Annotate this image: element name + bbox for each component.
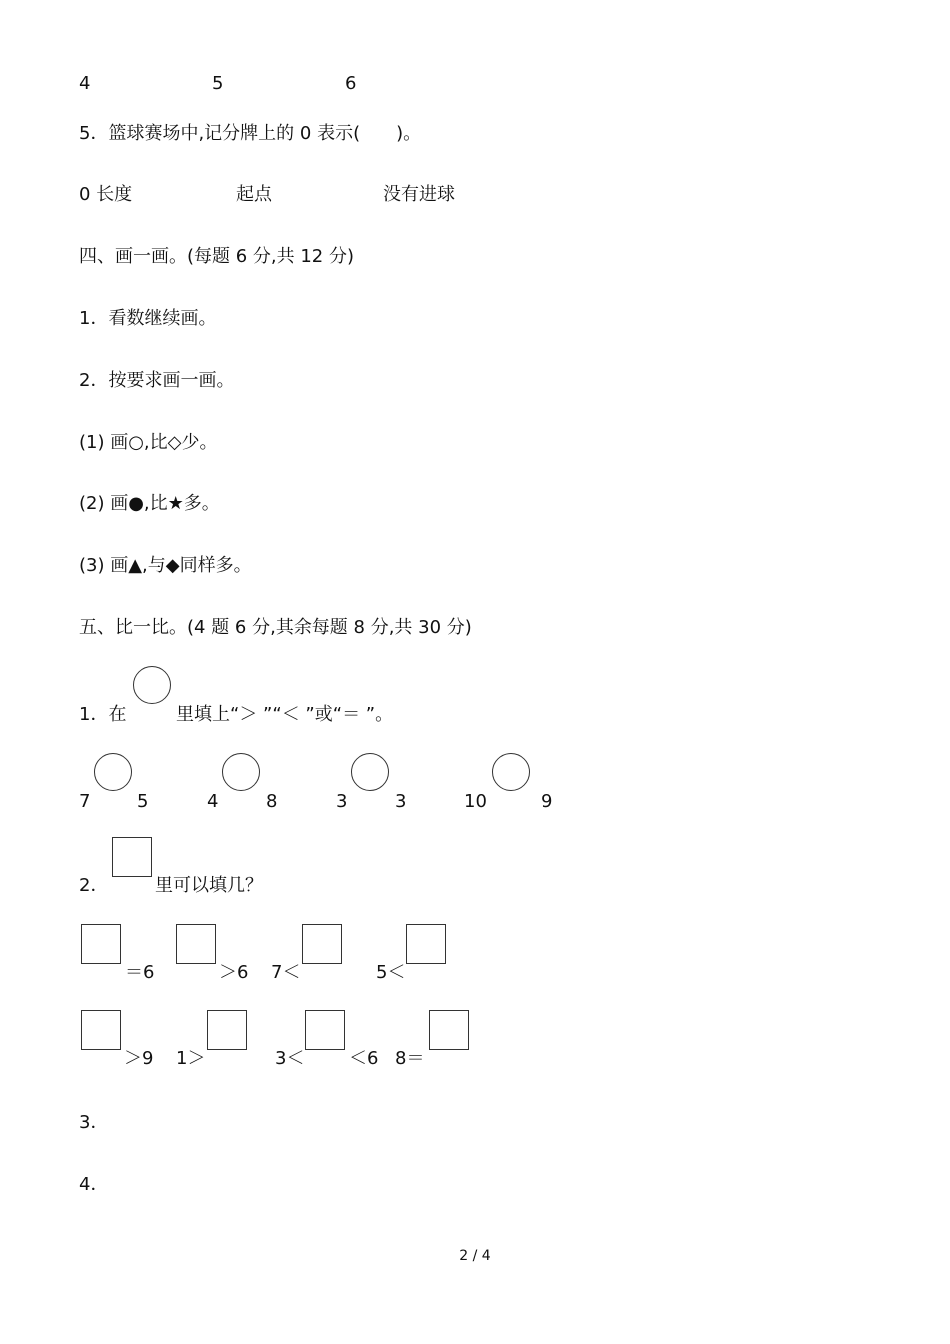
fill-box-7[interactable] [305, 1010, 345, 1050]
q5-option-a: 0 长度 [79, 184, 133, 205]
s4-sub-1: (1) 画○,比◇少。 [79, 432, 218, 453]
fill-box-2[interactable] [176, 924, 216, 964]
compare-left-1: 7 [79, 791, 91, 812]
section-4-title: 四、画一画。(每题 6 分,共 12 分) [79, 246, 355, 267]
fill-text-6: 1＞ [176, 1048, 206, 1069]
s5-question-3: 3． [79, 1112, 109, 1133]
fill-box-5[interactable] [81, 1010, 121, 1050]
compare-left-4: 10 [464, 791, 487, 812]
s5-q2-suffix: 里可以填几？ [155, 875, 263, 896]
fill-text-8: ＜6 [349, 1048, 379, 1069]
s4-question-1: 1．看数继续画。 [79, 308, 217, 329]
fill-text-1: ＝6 [125, 962, 155, 983]
fill-box-4[interactable] [406, 924, 446, 964]
answer-circle-example [133, 666, 171, 704]
compare-left-2: 4 [207, 791, 219, 812]
fill-text-3: 7＜ [271, 962, 301, 983]
option-6: 6 [345, 73, 357, 94]
fill-text-9: 8＝ [395, 1048, 425, 1069]
compare-right-2: 8 [266, 791, 278, 812]
fill-text-2: ＞6 [219, 962, 249, 983]
section-5-title: 五、比一比。(4 题 6 分,其余每题 8 分,共 30 分) [79, 617, 472, 638]
s4-question-2: 2．按要求画一画。 [79, 370, 235, 391]
q5-option-b: 起点 [236, 184, 272, 205]
q5-option-c: 没有进球 [383, 184, 455, 205]
fill-box-8[interactable] [429, 1010, 469, 1050]
option-4: 4 [79, 73, 91, 94]
fill-text-5: ＞9 [124, 1048, 154, 1069]
compare-right-3: 3 [395, 791, 407, 812]
compare-left-3: 3 [336, 791, 348, 812]
answer-box-example [112, 837, 152, 877]
s5-q1-suffix: 里填上“＞ ”“＜ ”或“＝ ”。 [176, 704, 394, 725]
fill-box-1[interactable] [81, 924, 121, 964]
question-5: 5．篮球赛场中,记分牌上的 0 表示( )。 [79, 123, 422, 144]
s4-sub-3: (3) 画▲,与◆同样多。 [79, 555, 252, 576]
compare-circle-2[interactable] [222, 753, 260, 791]
s5-q2-prefix: 2． [79, 875, 109, 896]
s5-question-4: 4． [79, 1174, 109, 1195]
compare-circle-3[interactable] [351, 753, 389, 791]
compare-circle-1[interactable] [94, 753, 132, 791]
fill-text-7: 3＜ [275, 1048, 305, 1069]
option-5: 5 [212, 73, 224, 94]
s5-q1-prefix: 1．在 [79, 704, 127, 725]
s4-sub-2: (2) 画●,比★多。 [79, 493, 220, 514]
compare-right-1: 5 [137, 791, 149, 812]
page-number: 2 / 4 [459, 1248, 491, 1264]
compare-circle-4[interactable] [492, 753, 530, 791]
fill-box-6[interactable] [207, 1010, 247, 1050]
fill-box-3[interactable] [302, 924, 342, 964]
compare-right-4: 9 [541, 791, 553, 812]
fill-text-4: 5＜ [376, 962, 406, 983]
